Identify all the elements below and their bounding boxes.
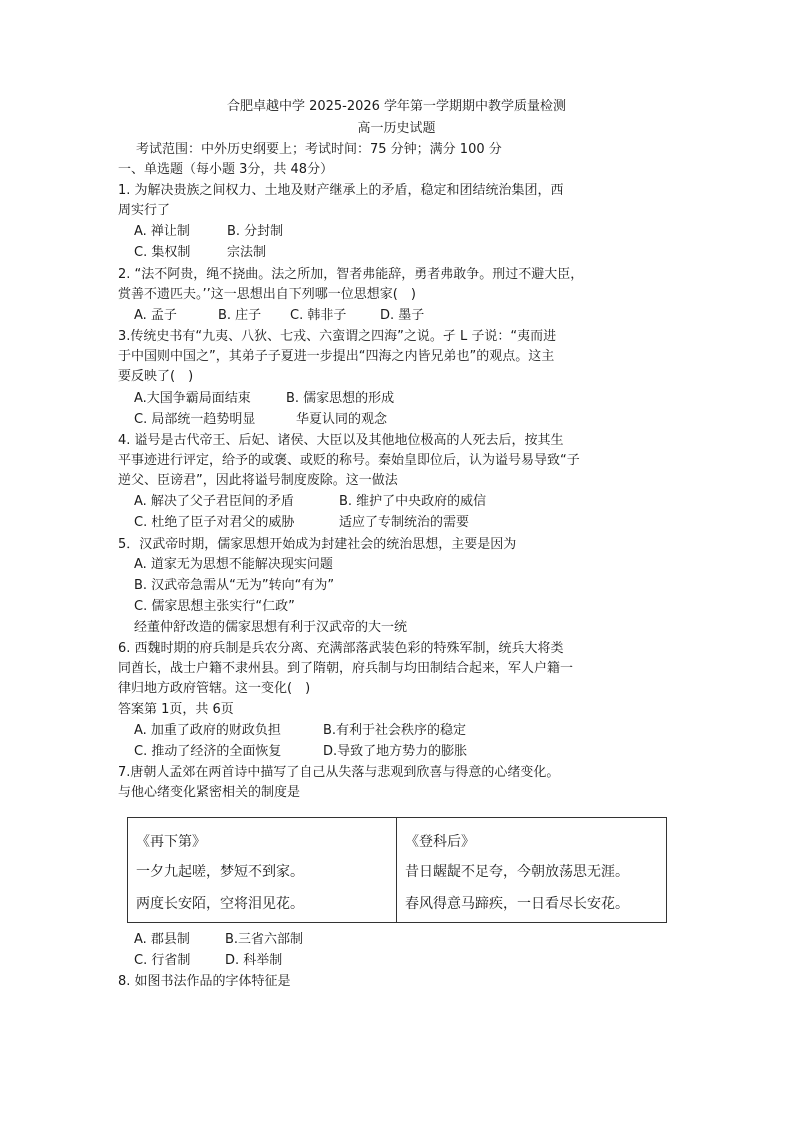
q3-option-d: 华夏认同的观念 [296,412,388,427]
poem-line: 昔日龌龊不足夸，今朝放荡思无涯。 [405,864,629,880]
q1-option-b: B. 分封制 [227,224,284,239]
poem-line: 春风得意马蹄疾，一日看尽长安花。 [405,896,629,912]
q3-option-a: A.大国争霸局面结束 [134,391,251,406]
question-6-line-3: 律归地方政府管辖。这一变化( ) [118,681,311,696]
q6-option-d: D.导致了地方势力的膨胀 [323,744,468,759]
q3-option-b: B. 儒家思想的形成 [286,391,395,406]
poem-line: 两度长安陌，空将泪见花。 [136,896,304,912]
question-3-line-1: 3.传统史书有“九夷、八狄、七戎、六蛮谓之四海”之说。孑 L 子说：“夷而进 [118,329,557,344]
q1-option-d: 宗法制 [227,245,267,260]
q2-option-d: D. 墨子 [380,308,425,323]
question-6-line-2: 同酋长，战士户籍不隶州县。到了隋朝，府兵制与均田制结合起来，军人户籍一 [118,661,574,676]
poem-cell-dengkehou [397,818,667,922]
poem-line: 一夕九起嗟，梦短不到家。 [136,864,304,880]
question-3-line-2: 于中国则中国之”，其弟子子夏进一步提出“四海之内皆兄弟也”的观点。这主 [118,349,555,364]
page-footer-note: 答案第 1页，共 6页 [118,702,234,717]
question-4-line-1: 4. 谥号是古代帝王、后妃、诸侯、大臣以及其他地位极高的人死去后，按其生 [118,433,564,448]
question-4-line-3: 逆父、臣谤君”，因此将谥号制度废除。这一做法 [118,473,398,488]
question-2-line-1: 2. “法不阿贵，绳不挠曲。法之所加，智者弗能辞，勇者弗敢争。刑过不避大臣， [118,267,584,282]
q7-option-a: A. 郡县制 [134,932,190,947]
poem-table [127,817,667,923]
q6-option-c: C. 推动了经济的全面恢复 [134,744,282,759]
q5-option-b: B. 汉武帝急需从“无为”转向“有为” [134,578,335,593]
q6-option-a: A. 加重了政府的财政负担 [134,723,281,738]
q2-option-a: A. 孟子 [134,308,177,323]
q5-option-a: A. 道家无为思想不能解决现实问题 [134,557,333,572]
q7-option-b: B.三省六部制 [225,932,304,947]
question-1-line-1: 1. 为解决贵族之间权力、土地及财产继承上的矛盾，稳定和团结统治集团，西 [118,183,564,198]
question-3-line-3: 要反映了( ) [118,369,194,384]
q1-option-a: A. 禅让制 [134,224,190,239]
q1-option-c: C. 集权制 [134,245,191,260]
question-4-line-2: 平事迹进行评定，给予的或褒、或贬的称号。秦始皇即位后，认为谥号易导致“子 [118,453,580,468]
q4-option-a: A. 解决了父子君臣间的矛盾 [134,494,294,509]
question-8-line-1: 8. 如图书法作品的字体特征是 [118,974,291,989]
question-1-line-2: 周实行了 [118,203,171,218]
q7-option-c: C. 行省制 [134,953,191,968]
q7-option-d: D. 科举制 [225,953,283,968]
exam-info: 考试范围：中外历史纲要上；考试时间：75 分钟；满分 100 分 [136,142,502,157]
question-7-line-1: 7.唐朝人孟郊在两首诗中描写了自己从失落与悲观到欣喜与得意的心绪变化。 [118,765,560,780]
q4-option-c: C. 杜绝了臣子对君父的威胁 [134,515,295,530]
q2-option-b: B. 庄子 [218,308,262,323]
question-2-line-2: 赏善不遗匹夫。’’这一思想出自下列哪一位思想家( ) [118,287,416,302]
q4-option-b: B. 维护了中央政府的威信 [339,494,487,509]
school-title: 合肥卓越中学 2025-2026 学年第一学期期中教学质量检测 [226,99,567,114]
q5-option-d: 经董仲舒改造的儒家思想有利于汉武帝的大一统 [134,620,408,635]
poem-title: 《登科后》 [405,834,475,850]
question-7-line-2: 与他心绪变化紧密相关的制度是 [118,785,301,800]
q3-option-c: C. 局部统一趋势明显 [134,412,256,427]
q6-option-b: B.有利于社会秩序的稳定 [323,723,467,738]
q4-option-d: 适应了专制统治的需要 [339,515,470,530]
question-6-line-1: 6. 西魏时期的府兵制是兵农分离、充满部落武装色彩的特殊军制，统兵大将类 [118,641,564,656]
question-5-line-1: 5．汉武帝时期，儒家思想开始成为封建社会的统治思想，主要是因为 [118,537,517,552]
subject-title: 高一历史试题 [357,121,436,136]
q5-option-c: C. 儒家思想主张实行“仁政” [134,599,295,614]
q2-option-c: C. 韩非子 [290,308,347,323]
poem-title: 《再下第》 [136,834,206,850]
poem-cell-zaixiadi [128,818,396,922]
section-heading: 一、单选题（每小题 3分，共 48分） [118,162,334,177]
